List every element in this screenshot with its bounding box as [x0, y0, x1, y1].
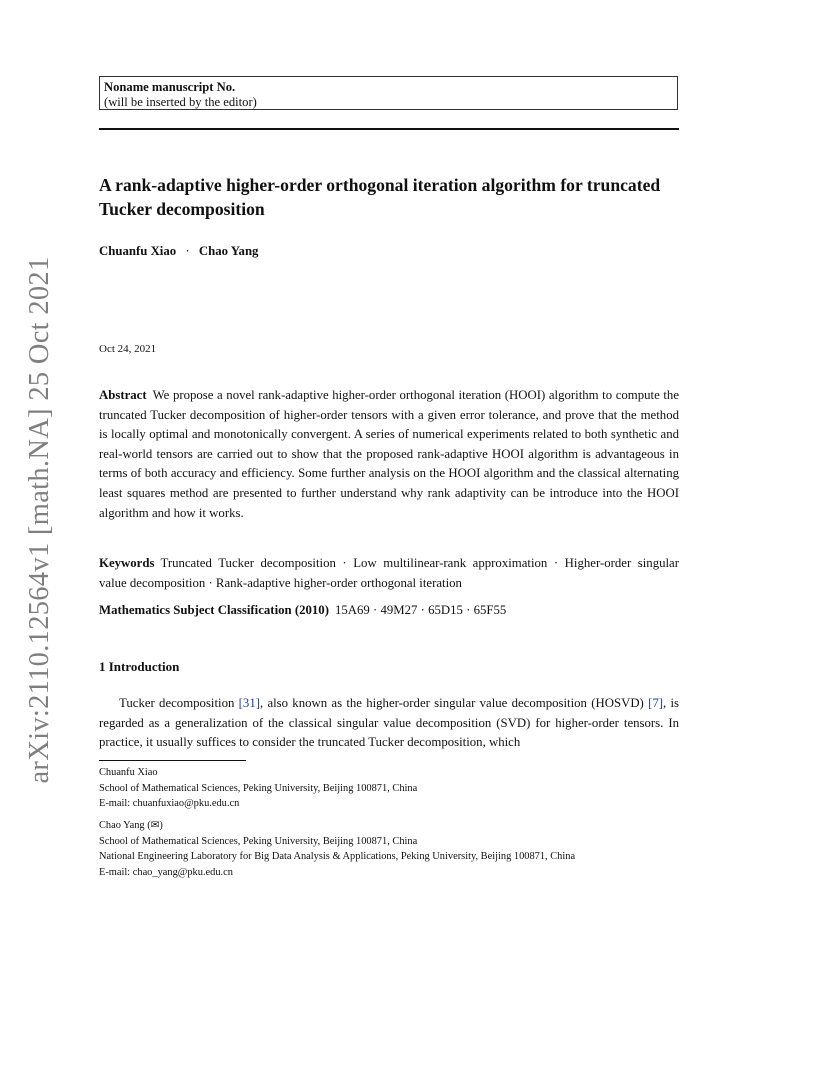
keywords-label: Keywords [99, 556, 155, 570]
intro-text: , is regarded as a generalization of the classical singular value decomposition (SVD) for higher-order tensors. In practice, it usually suffices to consider the truncated Tucker decomposition, which [99, 696, 679, 750]
abstract-label: Abstract [99, 388, 147, 402]
header-rule [99, 128, 679, 130]
footnote-affiliation: National Engineering Laboratory for Big Data Analysis & Applications, Peking University, Beijing 100871, China [99, 851, 576, 863]
footnote-affiliation: School of Mathematical Sciences, Peking University, Beijing 100871, China [99, 835, 418, 847]
intro-text: , also known as the higher-order singular value decomposition (HOSVD) [259, 696, 649, 710]
citation-link[interactable]: [7] [648, 696, 663, 710]
paper-date: Oct 24, 2021 [99, 343, 157, 355]
keywords-text: Truncated Tucker decomposition · Low multilinear-rank approximation · Higher-order singular value decomposition · Rank-adaptive higher-order orthogonal iteration [99, 556, 679, 590]
intro-text: Tucker decomposition [119, 696, 239, 710]
abstract-text: We propose a novel rank-adaptive higher-order orthogonal iteration (HOOI) algorithm to compute the truncated Tucker decomposition of higher-order tensors with a given error tolerance, and prove that the method is locally optimal and monotonically convergent. A series of numerical experiments related to both synthetic and real-world tensors are carried out to show that the proposed rank-adaptive HOOI algorithm is advantageous in terms of both accuracy and efficiency. Some further analysis on the HOOI algorithm and the classical alternating least squares method are presented to further understand why rank adaptivity can be introduce into the HOOI algorithm and how it works. [99, 388, 679, 520]
msc-codes: 15A69 · 49M27 · 65D15 · 65F55 [334, 603, 507, 617]
manuscript-number: Noname manuscript No. [104, 80, 236, 94]
footnote-rule [99, 760, 246, 761]
author-separator: · [185, 244, 190, 258]
footnote-author-name: Chao Yang (✉) [99, 820, 163, 831]
arxiv-stamp: arXiv:2110.12564v1 [math.NA] 25 Oct 2021 [24, 256, 55, 784]
author-name: Chuanfu Xiao [99, 244, 177, 258]
abstract [99, 386, 679, 523]
section-heading: 1 Introduction [99, 659, 180, 674]
editor-box [99, 76, 678, 110]
footnote-affiliation: School of Mathematical Sciences, Peking University, Beijing 100871, China [99, 782, 418, 794]
footnote-author2 [99, 818, 699, 880]
msc-classification [99, 601, 679, 621]
author-name: Chao Yang [198, 244, 259, 258]
footnote-email: E-mail: chuanfuxiao@pku.edu.cn [99, 798, 240, 810]
footnote-author-name: Chuanfu Xiao [99, 767, 158, 778]
footnote-author1 [99, 765, 699, 812]
msc-label: Mathematics Subject Classification (2010) [99, 603, 329, 617]
intro-paragraph [99, 694, 679, 753]
author-list [99, 244, 258, 259]
keywords [99, 554, 679, 593]
editor-note: (will be inserted by the editor) [104, 95, 257, 109]
citation-link[interactable]: [31] [238, 696, 260, 710]
footnote-email: E-mail: chao_yang@pku.edu.cn [99, 866, 233, 878]
paper-title: A rank-adaptive higher-order orthogonal iteration algorithm for truncated Tucker decomposition [99, 175, 661, 219]
